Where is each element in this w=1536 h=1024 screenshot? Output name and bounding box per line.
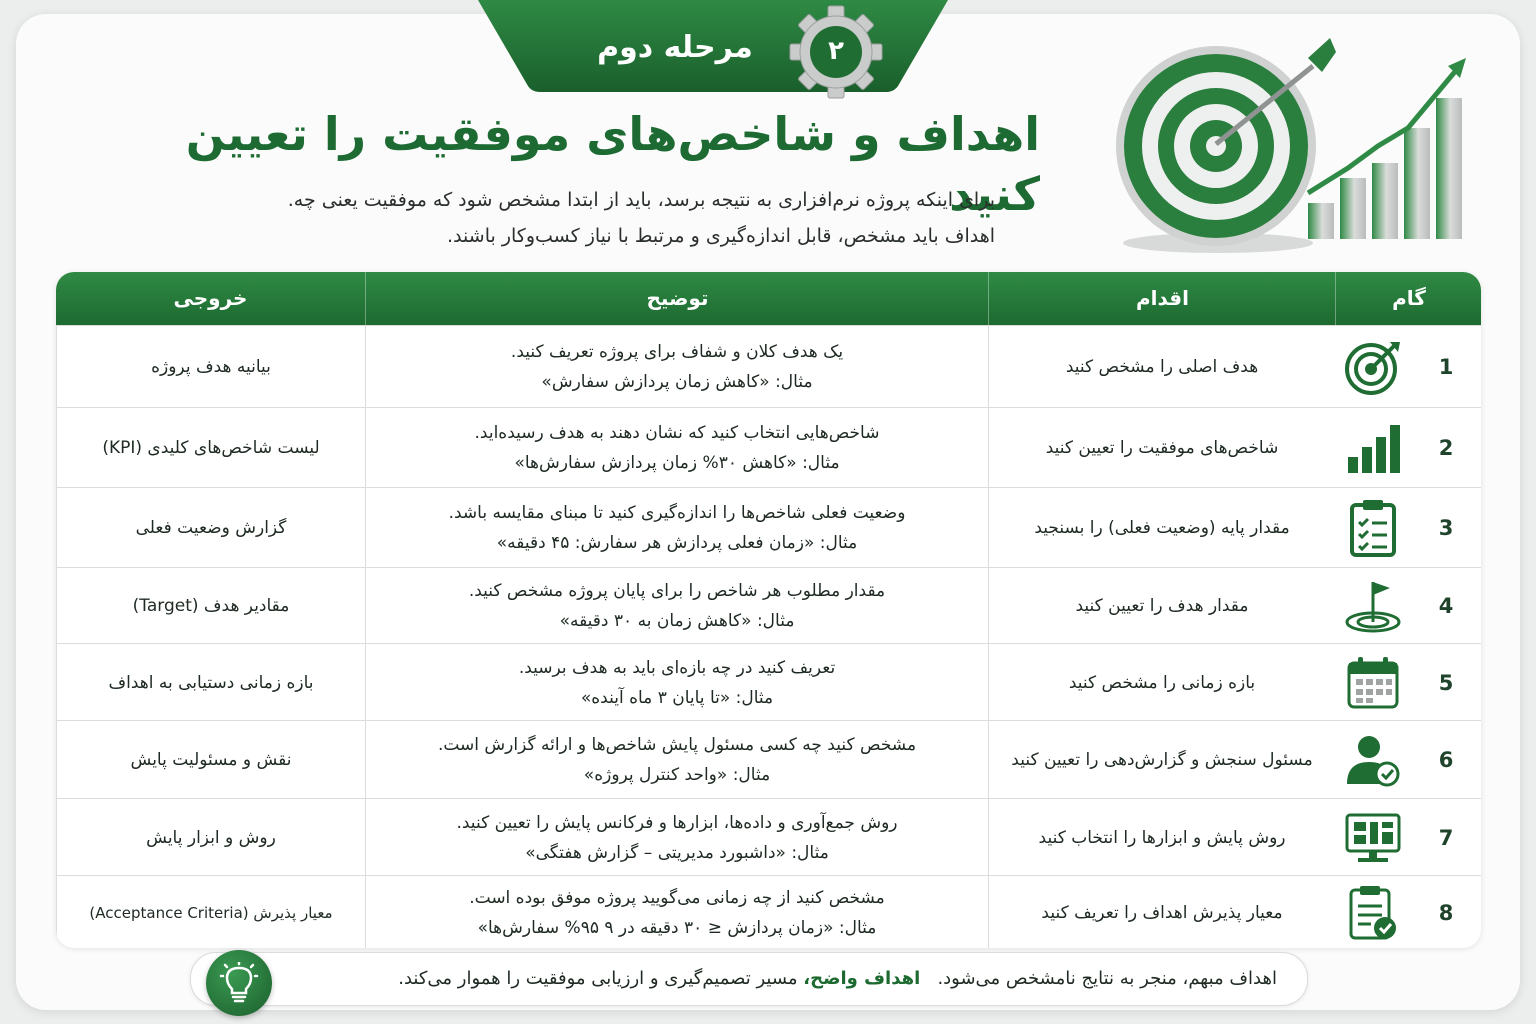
step-number: 8 [1438,900,1454,925]
description-line: تعریف کنید در چه بازه‌ای باید به هدف برسید. [518,657,836,678]
description-cell [365,644,988,721]
description-line: مقدار مطلوب هر شاخص را برای پایان پروژه مشخص کنید. [468,581,886,601]
output-text: نقش و مسئولیت پایش [56,721,365,799]
header-output: خروجی [173,286,248,310]
example-line: مثال: «کاهش زمان پردازش سفارش» [541,372,813,392]
intro-line-2: اهداف باید مشخص، قابل اندازه‌گیری و مرتبط با نیاز کسب‌وکار باشند. [447,225,995,247]
step-number: 2 [1438,436,1454,460]
table-row [56,567,1481,644]
example-line: مثال: «زمان پردازش ≤ ۳۰ دقیقه در ۹ ۹۵% سفارش‌ها» [477,917,877,938]
description-line: روش جمع‌آوری و داده‌ها، ابزارها و فرکانس پایش را تعیین کنید. [456,812,898,833]
description-cell [365,721,988,799]
action-text: مقدار هدف را تعیین کنید [988,568,1335,644]
output-text: روش و ابزار پایش [56,799,365,876]
example-line: مثال: «زمان فعلی پردازش هر سفارش: ۴۵ دقیقه» [496,533,858,553]
footer-emphasis: اهداف واضح، [803,968,921,989]
action-text: بازه زمانی را مشخص کنید [988,644,1335,721]
page-title: اهداف و شاخص‌های موفقیت را تعیین کنید [185,107,1040,221]
description-line: شاخص‌هایی انتخاب کنید که نشان دهند به هدف رسیده‌اید. [474,423,880,443]
goals-table [56,272,1481,948]
example-line: مثال: «کاهش ۳۰% زمان پردازش سفارش‌ها» [514,453,840,473]
description-cell [365,799,988,876]
calendar-icon [1335,644,1411,721]
action-text: شاخص‌های موفقیت را تعیین کنید [988,408,1335,488]
step-number: 1 [1438,355,1454,379]
output-text: معیار پذیرش (Acceptance Criteria) [56,876,365,948]
table-header [56,272,1481,325]
action-text: معیار پذیرش اهداف را تعریف کنید [988,876,1335,948]
table-row [56,487,1481,568]
table-row [56,798,1481,876]
example-line: مثال: «تا پایان ۳ ماه آینده» [580,687,774,708]
user-check-icon [1335,721,1411,799]
header-description: توضیح [365,272,989,325]
step-number: 5 [1438,670,1454,695]
phase-number: ۲ [828,36,844,66]
example-line: مثال: «واحد کنترل پروژه» [583,765,771,785]
description-line: مشخص کنید از چه زمانی می‌گویید پروژه موفق بوده است. [469,887,885,908]
footer-note [190,952,1308,1006]
table-row [56,643,1481,721]
table-row [56,720,1481,799]
table-row [56,407,1481,488]
action-text: مسئول سنجش و گزارش‌دهی را تعیین کنید [988,721,1335,799]
target-icon [1335,326,1411,408]
example-line: مثال: «کاهش زمان به ۳۰ دقیقه» [559,611,795,631]
example-line: مثال: «داشبورد مدیریتی – گزارش هفتگی» [525,842,829,863]
intro-line-1: برای اینکه پروژه نرم‌افزاری به نتیجه برسد، باید از ابتدا مشخص شود که موفقیت یعنی چه. [287,189,995,211]
step-number: 4 [1438,594,1454,618]
output-text: لیست شاخص‌های کلیدی (KPI) [56,408,365,488]
description-line: وضعیت فعلی شاخص‌ها را اندازه‌گیری کنید تا مبنای مقایسه باشد. [448,503,906,523]
bar-chart-icon [1335,408,1411,488]
step-number: 7 [1438,825,1454,850]
dashboard-monitor-icon [1335,799,1411,876]
step-number: 3 [1438,516,1454,540]
intro-text [150,182,995,254]
description-cell [365,408,988,488]
footer-text-before: اهداف مبهم، منجر به نتایج نامشخص می‌شود. [937,968,1277,989]
description-cell [365,876,988,948]
lightbulb-icon [206,950,272,1016]
header-action: اقدام [988,272,1336,325]
action-text: هدف اصلی را مشخص کنید [988,326,1335,408]
output-text: بیانیه هدف پروژه [56,326,365,408]
action-text: روش پایش و ابزارها را انتخاب کنید [988,799,1335,876]
description-cell [365,488,988,568]
table-row [56,325,1481,408]
header-step: گام [1335,272,1481,325]
table-row [56,875,1481,948]
step-number: 6 [1438,748,1454,772]
target-growth-illustration [1108,28,1488,258]
action-text: مقدار پایه (وضعیت فعلی) را بسنجید [988,488,1335,568]
description-cell [365,326,988,408]
description-line: مشخص کنید چه کسی مسئول پایش شاخص‌ها و ارائه گزارش است. [437,735,917,755]
description-line: یک هدف کلان و شفاف برای پروژه تعریف کنید. [510,342,844,362]
output-text: مقادیر هدف (Target) [56,568,365,644]
flag-target-icon [1335,568,1411,644]
footer-text-after: مسیر تصمیم‌گیری و ارزیابی موفقیت را هموار می‌کند. [398,968,798,989]
output-text: گزارش وضعیت فعلی [56,488,365,568]
checklist-clipboard-icon [1335,488,1411,568]
description-cell [365,568,988,644]
footer-text [398,953,1277,1005]
phase-label: مرحله دوم [597,30,753,65]
clipboard-check-icon [1335,876,1411,948]
output-text: بازه زمانی دستیابی به اهداف [56,644,365,721]
